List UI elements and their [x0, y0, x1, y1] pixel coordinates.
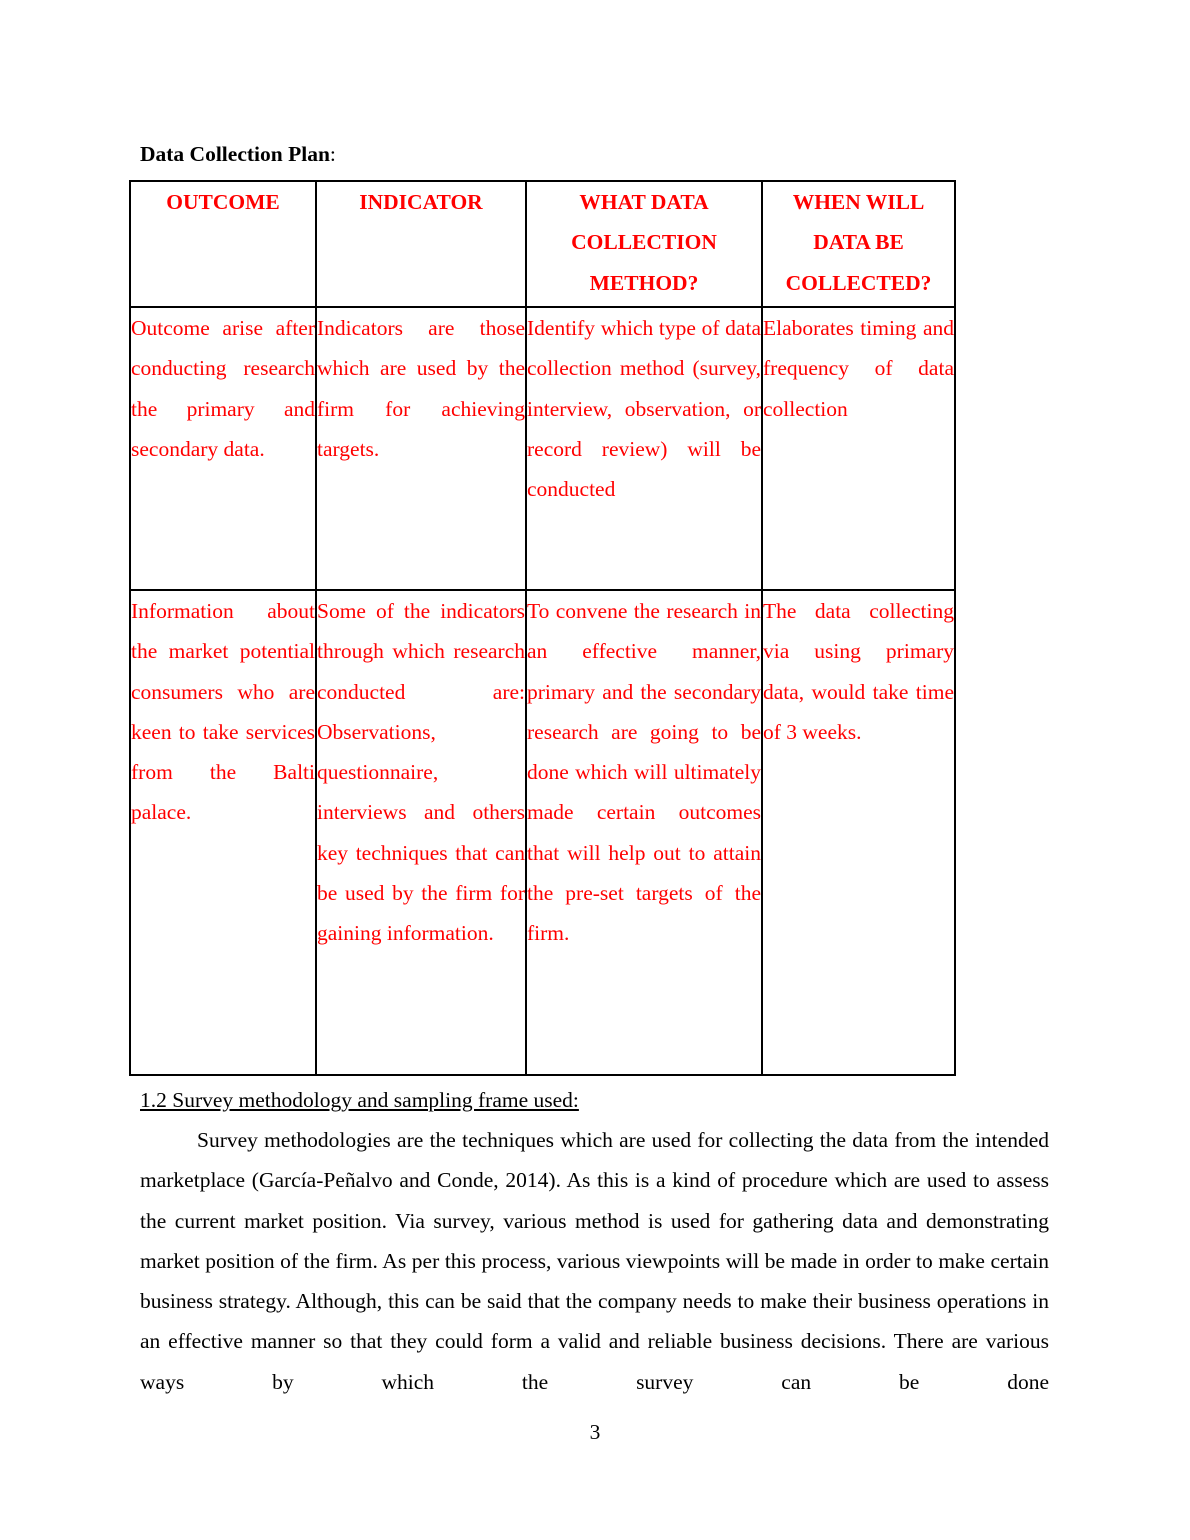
table-cell: The data collecting via using primary data, would take time of 3 weeks.: [762, 590, 955, 1075]
table-cell: Some of the indicators through which research conducted are: Observations, questionnaire, interviews and others key techniques that can be used by the firm for gaining information.: [316, 590, 526, 1075]
plan-heading: [140, 140, 336, 168]
plan-heading-title: Data Collection Plan: [140, 142, 330, 166]
table-cell: Indicators are those which are used by the firm for achieving targets.: [316, 307, 526, 590]
header-method: WHAT DATA COLLECTION METHOD?: [526, 181, 762, 307]
table-cell: Outcome arise after conducting research the primary and secondary data.: [130, 307, 316, 590]
table-row: [130, 590, 955, 1075]
table-row: [130, 307, 955, 590]
page-number: 3: [589, 1420, 601, 1444]
table-cell: Identify which type of data collection method (survey, interview, observation, or record review) will be conducted: [526, 307, 762, 590]
plan-heading-colon: :: [329, 142, 336, 166]
data-collection-plan-table: [129, 180, 956, 1076]
table-cell: Information about the market potential consumers who are keen to take services from the Balti palace.: [130, 590, 316, 1075]
body-paragraph: Survey methodologies are the techniques which are used for collecting the data from the intended marketplace (García-Peñalvo and Conde, 2014). As this is a kind of procedure which are used to assess the current market position. Via survey, various method is used for gathering data and demonstrating market position of the firm. As per this process, various viewpoints will be made in order to make certain business strategy. Although, this can be said that the company needs to make their business operations in an effective manner so that they could form a valid and reliable business decisions. There are various ways by which the survey can be done: [140, 1128, 1049, 1394]
section-title: 1.2 Survey methodology and sampling frame used:: [140, 1088, 579, 1112]
header-outcome: OUTCOME: [130, 181, 316, 307]
header-indicator: INDICATOR: [316, 181, 526, 307]
table-header-row: [130, 181, 955, 307]
table-cell: Elaborates timing and frequency of data collection: [762, 307, 955, 590]
table-cell: To convene the research in an effective manner, primary and the secondary research are going to be done which will ultimately made certain outcomes that will help out to attain the pre-set targets of the firm.: [526, 590, 762, 1075]
header-timing: WHEN WILL DATA BE COLLECTED?: [762, 181, 955, 307]
